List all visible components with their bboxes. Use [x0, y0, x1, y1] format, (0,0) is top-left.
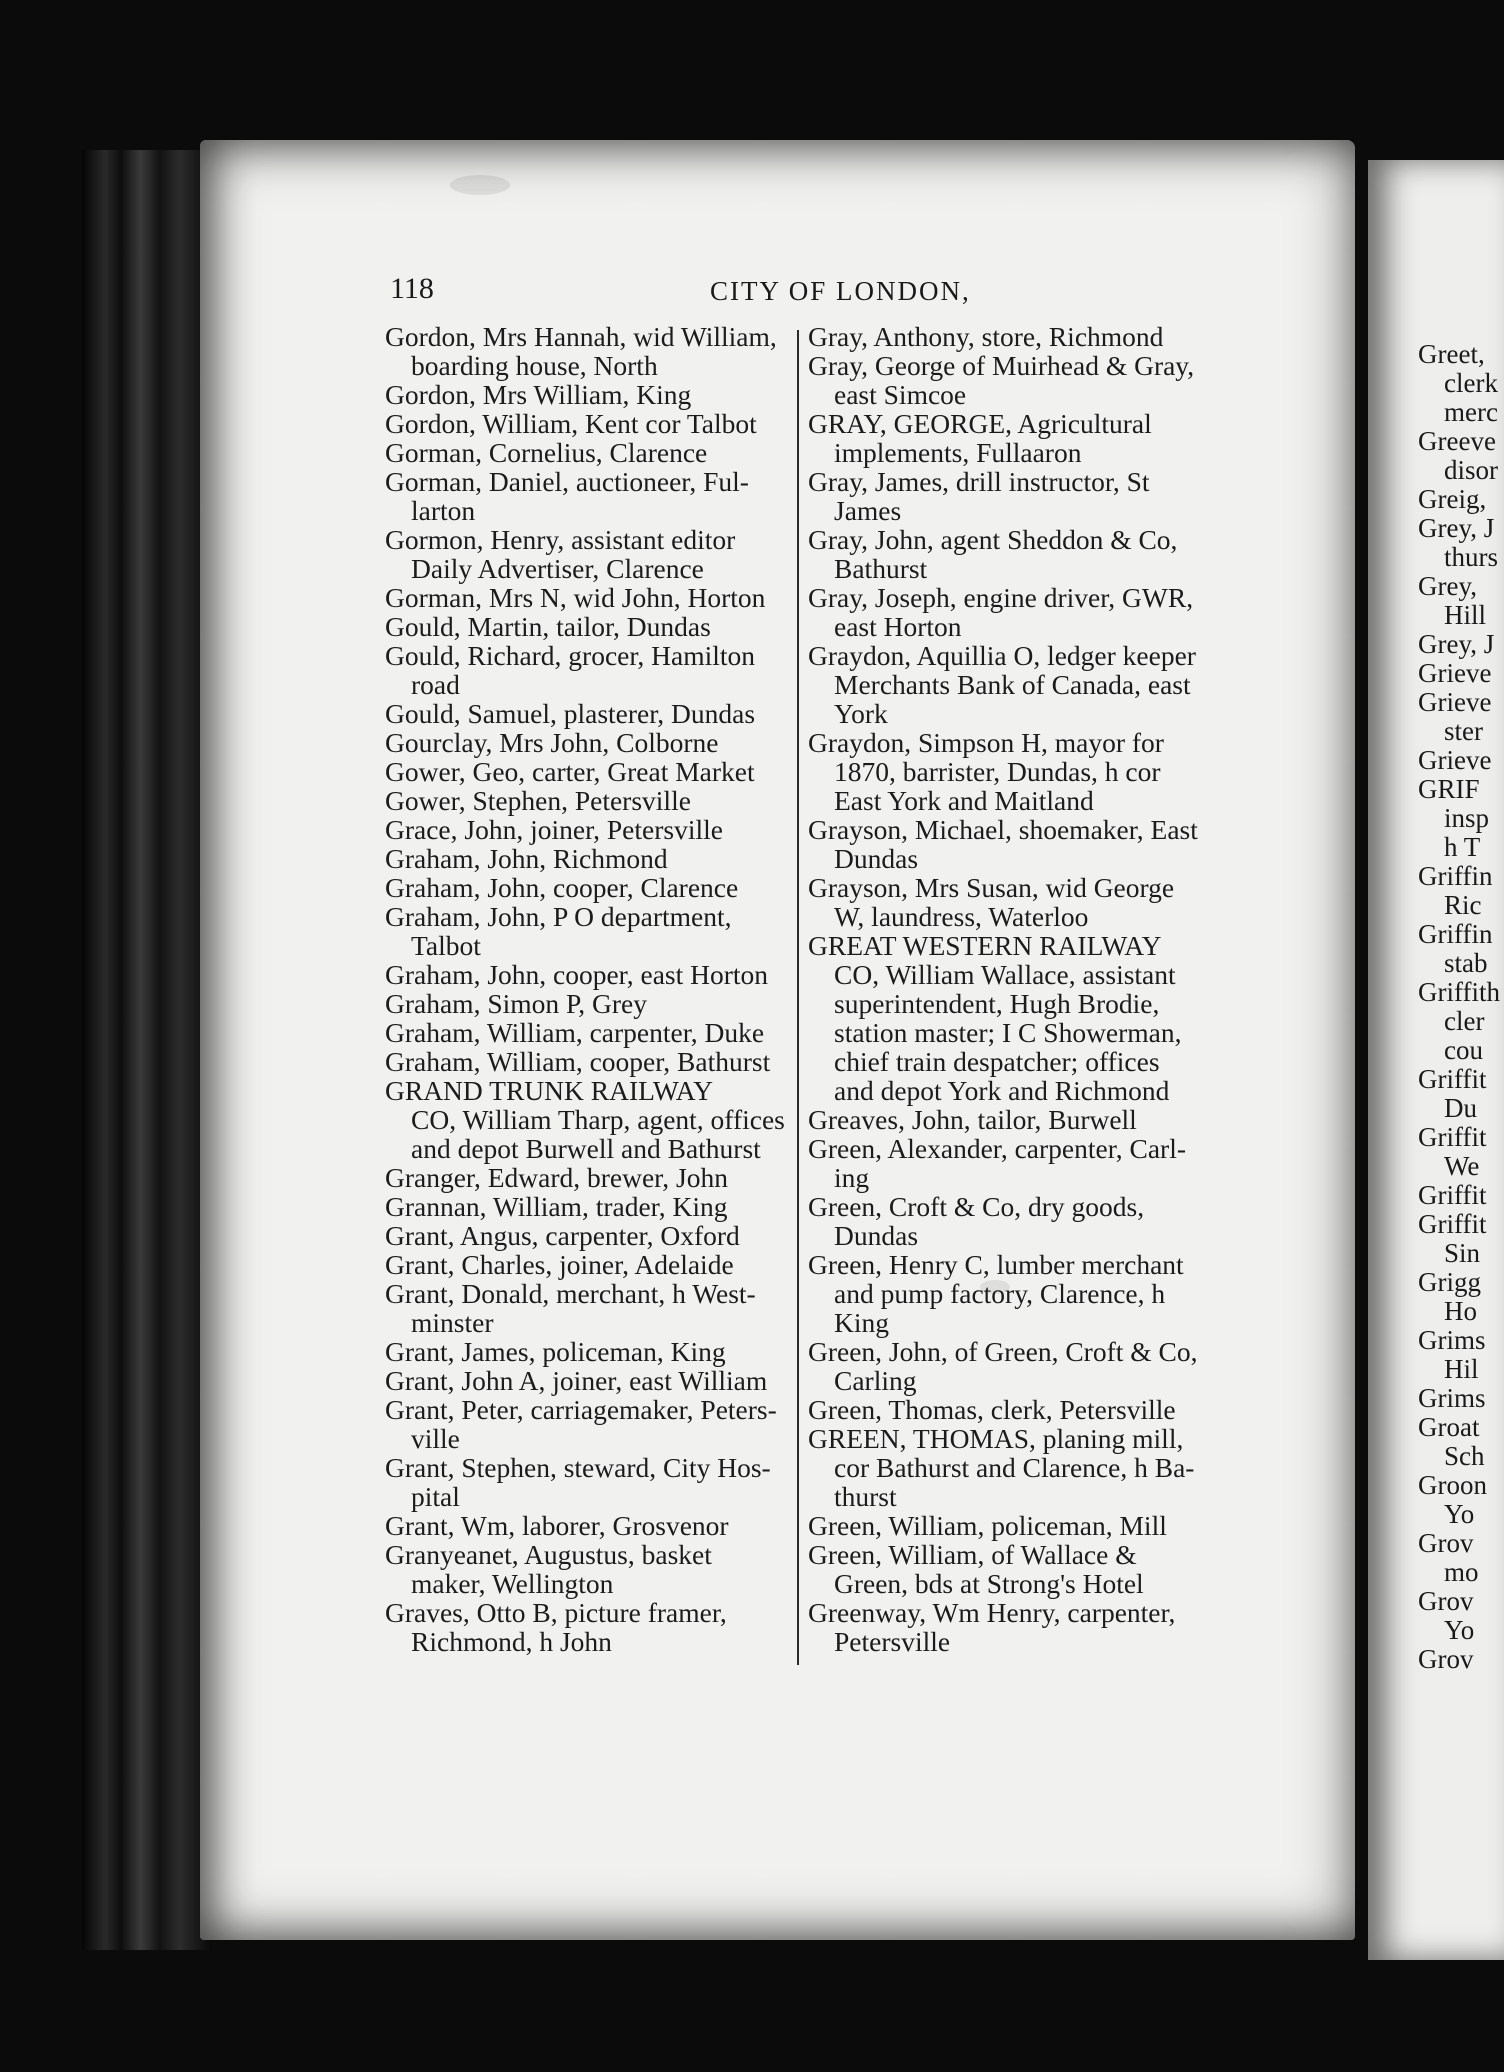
- directory-line: Du: [1444, 1093, 1477, 1123]
- directory-line: thurs: [1444, 542, 1498, 572]
- directory-line: Groon: [1418, 1470, 1487, 1500]
- directory-line: Grieve: [1418, 745, 1492, 775]
- directory-line: Gourclay, Mrs John, Colborne: [385, 727, 719, 758]
- directory-line: implements, Fullaaron: [834, 437, 1082, 468]
- directory-line: disor: [1444, 455, 1498, 485]
- directory-line: Green, Alexander, carpenter, Carl-: [808, 1133, 1187, 1164]
- directory-line: Green, William, policeman, Mill: [808, 1510, 1167, 1541]
- directory-line: GREAT WESTERN RAILWAY: [808, 930, 1162, 961]
- directory-line: CO, William Wallace, assistant: [834, 959, 1176, 990]
- directory-line: Grant, Wm, laborer, Grosvenor: [385, 1510, 729, 1541]
- directory-line: Graydon, Simpson H, mayor for: [808, 727, 1164, 758]
- directory-line: Daily Advertiser, Clarence: [411, 553, 704, 584]
- directory-line: Grey, J: [1418, 629, 1495, 659]
- directory-line: Grant, Peter, carriagemaker, Peters-: [385, 1394, 777, 1425]
- directory-line: Merchants Bank of Canada, east: [834, 669, 1191, 700]
- directory-line: GRIF: [1418, 774, 1480, 804]
- directory-line: Gould, Samuel, plasterer, Dundas: [385, 698, 756, 729]
- directory-line: Gray, Anthony, store, Richmond: [808, 321, 1164, 352]
- directory-line: cor Bathurst and Clarence, h Ba-: [834, 1452, 1195, 1483]
- directory-line: Green, Henry C, lumber merchant: [808, 1249, 1184, 1280]
- directory-line: Gould, Martin, tailor, Dundas: [385, 611, 711, 642]
- directory-line: Carling: [834, 1365, 917, 1396]
- directory-line: Grant, Stephen, steward, City Hos-: [385, 1452, 771, 1483]
- directory-line: Green, Thomas, clerk, Petersville: [808, 1394, 1176, 1425]
- directory-line: Griffin: [1418, 861, 1493, 891]
- directory-line: superintendent, Hugh Brodie,: [834, 988, 1160, 1019]
- directory-line: Graves, Otto B, picture framer,: [385, 1597, 727, 1628]
- directory-line: Greeve: [1418, 426, 1496, 456]
- directory-line: Hil: [1444, 1354, 1479, 1384]
- directory-line: Grant, Donald, merchant, h West-: [385, 1278, 756, 1309]
- directory-line: James: [834, 495, 902, 526]
- directory-line: Sin: [1444, 1238, 1481, 1268]
- directory-line: Grannan, William, trader, King: [385, 1191, 728, 1222]
- directory-line: Griffith: [1418, 977, 1500, 1007]
- directory-line: Gordon, Mrs William, King: [385, 379, 692, 410]
- directory-line: road: [411, 669, 460, 700]
- directory-line: station master; I C Showerman,: [834, 1017, 1182, 1048]
- directory-line: ing: [834, 1162, 870, 1193]
- directory-line: Gorman, Mrs N, wid John, Horton: [385, 582, 766, 613]
- directory-line: Yo: [1444, 1499, 1475, 1529]
- left-column: [385, 322, 790, 1656]
- directory-line: Green, William, of Wallace &: [808, 1539, 1137, 1570]
- directory-line: Gould, Richard, grocer, Hamilton: [385, 640, 756, 671]
- directory-line: clerk: [1444, 368, 1498, 398]
- directory-line: Grant, Angus, carpenter, Oxford: [385, 1220, 740, 1251]
- directory-line: Griffit: [1418, 1209, 1487, 1239]
- directory-line: Gordon, William, Kent cor Talbot: [385, 408, 757, 439]
- directory-line: Grant, James, policeman, King: [385, 1336, 726, 1367]
- next-page-column: [1418, 340, 1504, 1674]
- directory-line: Graham, John, P O department,: [385, 901, 732, 932]
- directory-line: Grigg: [1418, 1267, 1481, 1297]
- directory-line: Ho: [1444, 1296, 1477, 1326]
- directory-line: Grant, John A, joiner, east William: [385, 1365, 768, 1396]
- directory-line: merc: [1444, 397, 1498, 427]
- directory-line: Griffit: [1418, 1180, 1487, 1210]
- directory-line: GREEN, THOMAS, planing mill,: [808, 1423, 1184, 1454]
- directory-line: ville: [411, 1423, 460, 1454]
- directory-line: minster: [411, 1307, 494, 1338]
- directory-line: 1870, barrister, Dundas, h cor: [834, 756, 1161, 787]
- directory-line: and depot York and Richmond: [834, 1075, 1170, 1106]
- directory-line: Grey,: [1418, 571, 1477, 601]
- directory-line: Greaves, John, tailor, Burwell: [808, 1104, 1137, 1135]
- directory-line: Grayson, Michael, shoemaker, East: [808, 814, 1198, 845]
- directory-line: cler: [1444, 1006, 1485, 1036]
- directory-line: Green, John, of Green, Croft & Co,: [808, 1336, 1198, 1367]
- directory-line: Groat: [1418, 1412, 1480, 1442]
- directory-line: h T: [1444, 832, 1481, 862]
- directory-line: Gordon, Mrs Hannah, wid William,: [385, 321, 777, 352]
- directory-line: Richmond, h John: [411, 1626, 612, 1657]
- right-column: [808, 322, 1233, 1656]
- directory-line: Hill: [1444, 600, 1487, 630]
- directory-line: Dundas: [834, 1220, 919, 1251]
- directory-line: boarding house, North: [411, 350, 658, 381]
- directory-line: Greig,: [1418, 484, 1487, 514]
- directory-line: Sch: [1444, 1441, 1485, 1471]
- directory-line: GRAND TRUNK RAILWAY: [385, 1075, 713, 1106]
- directory-line: Griffit: [1418, 1122, 1487, 1152]
- directory-line: Griffit: [1418, 1064, 1487, 1094]
- running-head: CITY OF LONDON,: [710, 276, 971, 306]
- directory-line: Gower, Stephen, Petersville: [385, 785, 691, 816]
- directory-line: Grims: [1418, 1325, 1486, 1355]
- directory-line: GRAY, GEORGE, Agricultural: [808, 408, 1152, 439]
- directory-line: Talbot: [411, 930, 481, 961]
- directory-line: Graham, John, Richmond: [385, 843, 668, 874]
- directory-line: Green, Croft & Co, dry goods,: [808, 1191, 1145, 1222]
- directory-line: Graham, William, cooper, Bathurst: [385, 1046, 771, 1077]
- directory-line: and depot Burwell and Bathurst: [411, 1133, 761, 1164]
- directory-line: Gorman, Daniel, auctioneer, Ful-: [385, 466, 749, 497]
- directory-line: maker, Wellington: [411, 1568, 614, 1599]
- book-binding-shadow: [82, 150, 212, 1950]
- directory-line: East York and Maitland: [834, 785, 1094, 816]
- directory-line: Yo: [1444, 1615, 1475, 1645]
- directory-line: Graham, William, carpenter, Duke: [385, 1017, 765, 1048]
- directory-line: Gray, John, agent Sheddon & Co,: [808, 524, 1178, 555]
- directory-line: W, laundress, Waterloo: [834, 901, 1089, 932]
- column-divider: [797, 330, 799, 1665]
- directory-line: Green, bds at Strong's Hotel: [834, 1568, 1144, 1599]
- directory-line: Graham, Simon P, Grey: [385, 988, 647, 1019]
- directory-line: thurst: [834, 1481, 897, 1512]
- directory-line: Grayson, Mrs Susan, wid George: [808, 872, 1175, 903]
- directory-line: Bathurst: [834, 553, 928, 584]
- directory-line: chief train despatcher; offices: [834, 1046, 1160, 1077]
- directory-line: King: [834, 1307, 889, 1338]
- directory-line: mo: [1444, 1557, 1479, 1587]
- directory-line: insp: [1444, 803, 1490, 833]
- directory-line: Grov: [1418, 1528, 1474, 1558]
- directory-line: Gray, Joseph, engine driver, GWR,: [808, 582, 1194, 613]
- directory-line: cou: [1444, 1035, 1483, 1065]
- directory-line: Greenway, Wm Henry, carpenter,: [808, 1597, 1176, 1628]
- directory-line: We: [1444, 1151, 1480, 1181]
- directory-line: Grov: [1418, 1586, 1474, 1616]
- directory-line: Griffin: [1418, 919, 1493, 949]
- directory-line: Dundas: [834, 843, 919, 874]
- directory-line: and pump factory, Clarence, h: [834, 1278, 1166, 1309]
- directory-line: Grieve: [1418, 687, 1492, 717]
- directory-line: Graham, John, cooper, east Horton: [385, 959, 769, 990]
- directory-line: Petersville: [834, 1626, 951, 1657]
- directory-line: Gray, James, drill instructor, St: [808, 466, 1150, 497]
- directory-line: Grieve: [1418, 658, 1492, 688]
- directory-line: east Simcoe: [834, 379, 967, 410]
- directory-line: Gray, George of Muirhead & Gray,: [808, 350, 1195, 381]
- directory-line: CO, William Tharp, agent, offices: [411, 1104, 785, 1135]
- directory-line: Ric: [1444, 890, 1482, 920]
- directory-line: ster: [1444, 716, 1483, 746]
- directory-line: larton: [411, 495, 476, 526]
- directory-line: York: [834, 698, 888, 729]
- directory-line: Granyeanet, Augustus, basket: [385, 1539, 712, 1570]
- directory-line: stab: [1444, 948, 1488, 978]
- directory-line: Grov: [1418, 1644, 1474, 1674]
- directory-line: pital: [411, 1481, 460, 1512]
- directory-line: Grey, J: [1418, 513, 1495, 543]
- directory-line: Grims: [1418, 1383, 1486, 1413]
- directory-line: Grant, Charles, joiner, Adelaide: [385, 1249, 734, 1280]
- directory-line: Gower, Geo, carter, Great Market: [385, 756, 755, 787]
- directory-line: east Horton: [834, 611, 962, 642]
- page-header: [390, 272, 1220, 312]
- directory-line: Gormon, Henry, assistant editor: [385, 524, 736, 555]
- directory-line: Gorman, Cornelius, Clarence: [385, 437, 708, 468]
- directory-line: Graydon, Aquillia O, ledger keeper: [808, 640, 1196, 671]
- directory-line: Greet,: [1418, 340, 1485, 369]
- directory-line: Granger, Edward, brewer, John: [385, 1162, 728, 1193]
- directory-line: Grace, John, joiner, Petersville: [385, 814, 723, 845]
- page-number: 118: [390, 272, 434, 305]
- directory-line: Graham, John, cooper, Clarence: [385, 872, 739, 903]
